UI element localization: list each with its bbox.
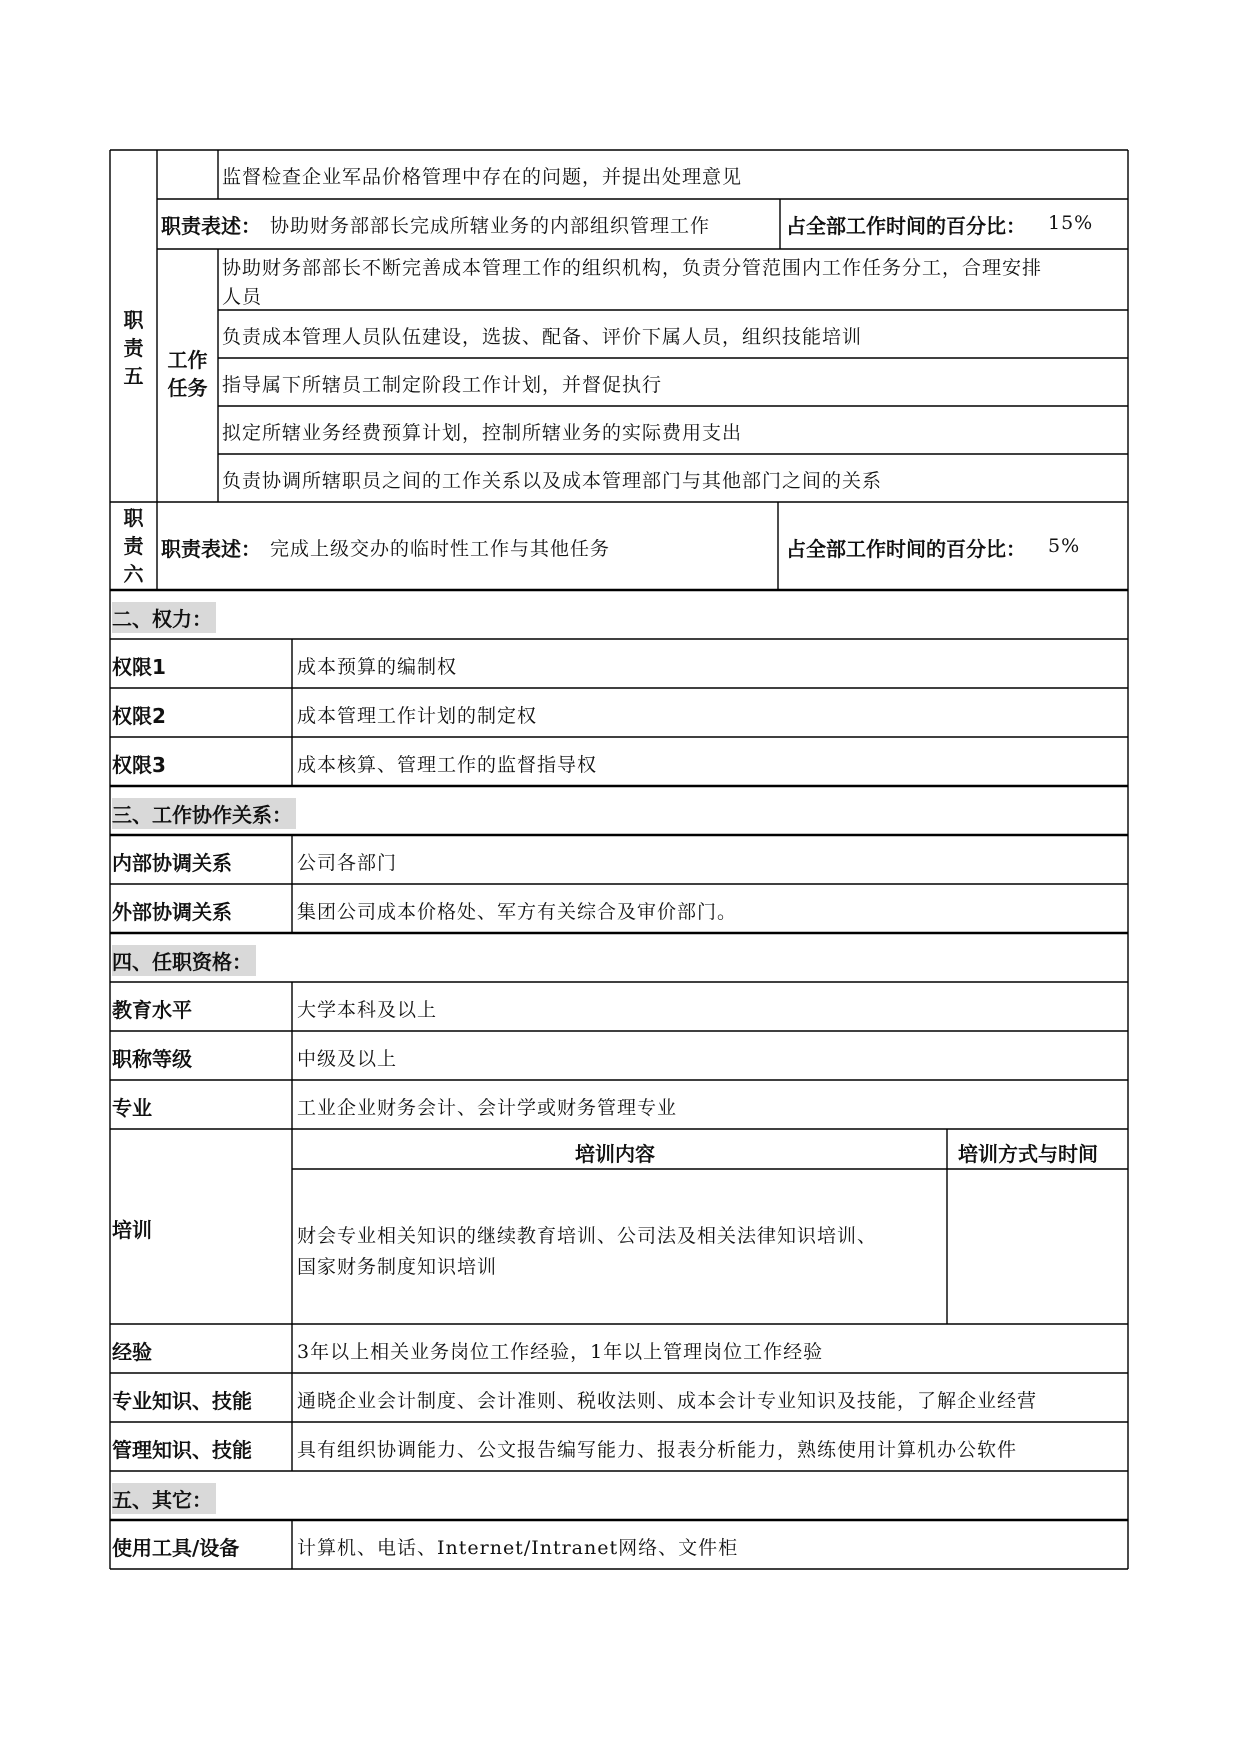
duty-six-desc-label: 职责表述： [161, 537, 261, 561]
pro-skill-label: 专业知识、技能 [112, 1389, 252, 1413]
title-value: 中级及以上 [297, 1048, 398, 1070]
relations-heading: 三、工作协作关系： [112, 798, 296, 829]
power-label-3: 权限3 [112, 753, 166, 777]
task-4: 拟定所辖业务经费预算计划，控制所辖业务的实际费用支出 [222, 422, 743, 444]
power-value-2: 成本管理工作计划的制定权 [297, 705, 538, 727]
power-value-3: 成本核算、管理工作的监督指导权 [297, 754, 598, 776]
qualifications-heading: 四、任职资格： [112, 945, 256, 976]
task-2: 负责成本管理人员队伍建设，选拔、配备、评价下属人员，组织技能培训 [222, 326, 863, 348]
duty-five-desc-label: 职责表述： [161, 214, 261, 238]
duty-five-pct-label: 占全部工作时间的百分比： [786, 214, 1026, 238]
experience-value: 3年以上相关业务岗位工作经验，1年以上管理岗位工作经验 [297, 1341, 824, 1363]
power-value-1: 成本预算的编制权 [297, 656, 458, 678]
mgmt-skill-value: 具有组织协调能力、公文报告编写能力、报表分析能力，熟练使用计算机办公软件 [297, 1439, 1018, 1461]
task-3: 指导属下所辖员工制定阶段工作计划，并督促执行 [222, 374, 663, 396]
duty-six-pct-label: 占全部工作时间的百分比： [786, 537, 1026, 561]
duty-five-desc: 协助财务部部长完成所辖业务的内部组织管理工作 [270, 215, 711, 237]
duty-six-pct: 5% [1048, 535, 1081, 557]
title-label: 职称等级 [112, 1047, 192, 1071]
mgmt-skill-label: 管理知识、技能 [112, 1438, 252, 1462]
duty-six-label [110, 504, 157, 588]
power-heading: 二、权力： [112, 602, 216, 633]
duty-five-pct: 15% [1048, 212, 1094, 234]
major-value: 工业企业财务会计、会计学或财务管理专业 [297, 1097, 678, 1119]
task-1-line-2: 人员 [222, 286, 263, 308]
duty-five-label [110, 306, 157, 390]
duty-five-char-3: 五 [123, 364, 144, 388]
duty-five-char-2: 责 [123, 336, 144, 360]
training-content-header: 培训内容 [575, 1142, 655, 1166]
duty-six-char-2: 责 [123, 534, 144, 558]
experience-label: 经验 [112, 1340, 152, 1364]
external-relations-label: 外部协调关系 [112, 900, 232, 924]
prev-task-text: 监督检查企业军品价格管理中存在的问题，并提出处理意见 [222, 166, 743, 188]
training-content-line-1: 财会专业相关知识的继续教育培训、公司法及相关法律知识培训、 [297, 1225, 878, 1247]
duty-six-desc: 完成上级交办的临时性工作与其他任务 [270, 538, 611, 560]
training-content-line-2: 国家财务制度知识培训 [297, 1256, 498, 1278]
duty-six-char-3: 六 [123, 562, 144, 586]
education-value: 大学本科及以上 [297, 999, 438, 1021]
education-label: 教育水平 [112, 998, 192, 1022]
power-label-2: 权限2 [112, 704, 166, 728]
work-tasks-label-line-1: 工作 [167, 348, 208, 372]
power-label-1: 权限1 [112, 655, 166, 679]
training-label: 培训 [112, 1218, 152, 1242]
task-5: 负责协调所辖职员之间的工作关系以及成本管理部门与其他部门之间的关系 [222, 470, 883, 492]
major-label: 专业 [112, 1096, 152, 1120]
duty-five-char-1: 职 [123, 308, 144, 332]
tools-value: 计算机、电话、Internet/Intranet网络、文件柜 [297, 1537, 739, 1559]
task-1-line-1: 协助财务部部长不断完善成本管理工作的组织机构，负责分管范围内工作任务分工，合理安排 [222, 257, 1043, 279]
internal-relations-value: 公司各部门 [297, 852, 398, 874]
work-tasks-label-line-2: 任务 [167, 376, 208, 400]
training-method-header: 培训方式与时间 [958, 1142, 1098, 1166]
internal-relations-label: 内部协调关系 [112, 851, 232, 875]
tools-label: 使用工具/设备 [112, 1536, 240, 1560]
pro-skill-value: 通晓企业会计制度、会计准则、税收法则、成本会计专业知识及技能，了解企业经营 [297, 1390, 1038, 1412]
external-relations-value: 集团公司成本价格处、军方有关综合及审价部门。 [297, 901, 738, 923]
work-tasks-label [157, 346, 218, 402]
other-heading: 五、其它： [112, 1483, 216, 1514]
duty-six-char-1: 职 [123, 506, 144, 530]
